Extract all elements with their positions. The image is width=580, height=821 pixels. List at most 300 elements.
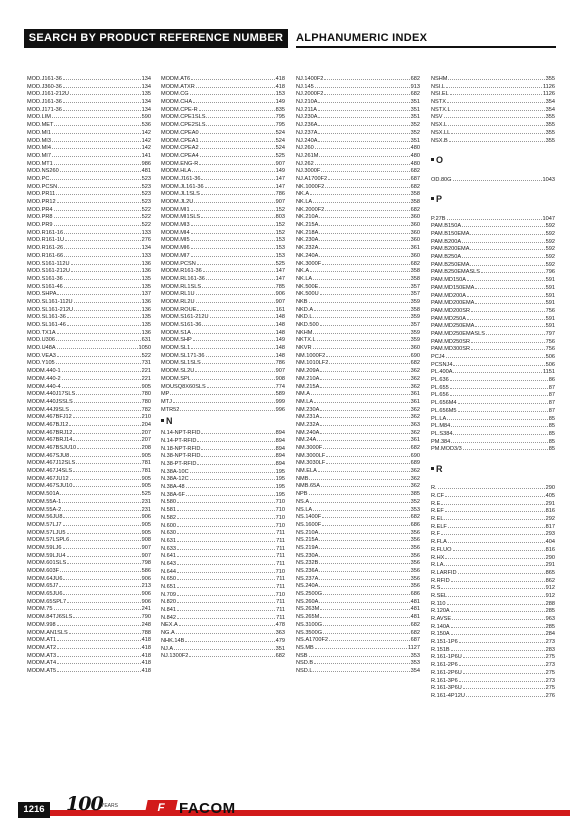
dot-leader: [206, 351, 275, 357]
dot-leader: [201, 212, 274, 218]
index-title: ALPHANUMERIC INDEX: [296, 29, 556, 48]
dot-leader: [452, 105, 545, 111]
product-reference: MODM.CPEA0: [161, 129, 199, 136]
page-reference: 591: [545, 300, 555, 307]
dot-leader: [64, 282, 141, 288]
index-entry: [431, 260, 555, 268]
page-reference: 358: [410, 199, 420, 205]
index-entry: [27, 312, 151, 320]
page-reference: 711: [276, 576, 285, 583]
product-reference: R.LARFID: [431, 569, 457, 576]
product-reference: MODM.MI1SLS: [161, 214, 201, 221]
page-reference: 631: [141, 337, 151, 344]
product-reference: R.F: [431, 531, 441, 538]
dot-leader: [174, 644, 275, 650]
index-entry: [431, 614, 555, 622]
product-reference: R.RFID: [431, 577, 450, 584]
product-reference: NK.218A: [296, 229, 319, 236]
index-entry: [296, 481, 420, 489]
product-reference: MP: [161, 391, 170, 398]
index-entry: [161, 620, 285, 628]
product-reference: R.161-3P6U: [431, 685, 462, 692]
product-reference: N.38A-10C: [161, 468, 189, 475]
dot-leader: [74, 297, 141, 303]
product-reference: NM.209A: [296, 368, 320, 375]
dot-leader: [58, 182, 141, 188]
dot-leader: [57, 643, 141, 649]
dot-leader: [313, 505, 409, 511]
index-entry: [27, 551, 151, 559]
product-reference: MOD.PC: [27, 175, 50, 182]
dot-leader: [201, 451, 274, 457]
product-reference: NJ.210A: [296, 99, 318, 106]
index-entry: [431, 298, 555, 306]
dot-leader: [77, 443, 141, 449]
page-reference: 362: [410, 383, 420, 390]
product-reference: MODM.JL161-36: [161, 183, 204, 190]
square-bullet-icon: [431, 467, 434, 470]
product-reference: PL.636: [431, 377, 449, 384]
dot-leader: [186, 490, 275, 496]
page-reference: 352: [410, 122, 420, 129]
page-reference: 148: [275, 329, 285, 336]
page-reference: 133: [141, 229, 151, 236]
index-entry: [27, 512, 151, 520]
page-reference: 142: [141, 137, 151, 144]
dot-leader: [329, 358, 409, 364]
index-entry: [431, 221, 555, 229]
index-entry: [431, 329, 555, 337]
index-entry: [296, 366, 420, 374]
product-reference: NK.LA: [296, 199, 313, 205]
page-reference: 356: [410, 537, 420, 544]
page-reference: 352: [410, 498, 420, 505]
dot-leader: [197, 259, 275, 265]
product-reference: PAM.MD300SR: [431, 346, 471, 353]
index-entry: [161, 166, 285, 174]
page-reference: 785: [275, 283, 285, 290]
product-reference: NSD.L: [296, 667, 313, 674]
dot-leader: [467, 314, 545, 320]
index-entry: [431, 360, 555, 368]
index-entry: [431, 683, 555, 691]
product-reference: MODM.JL2U: [161, 199, 194, 205]
product-reference: N.842: [161, 614, 176, 621]
dot-leader: [205, 182, 275, 188]
index-entry: [161, 189, 285, 197]
product-reference: MODM.59LJ6: [27, 544, 62, 551]
product-reference: NKD.A: [296, 306, 314, 313]
page-reference: 87: [548, 407, 555, 414]
page-reference: 591: [545, 292, 555, 299]
index-entry: [161, 644, 285, 652]
dot-leader: [71, 266, 141, 272]
index-entry: [27, 266, 151, 274]
dot-leader: [324, 89, 409, 95]
index-entry: [431, 645, 555, 653]
dot-leader: [309, 297, 410, 303]
dot-leader: [323, 589, 410, 595]
page-reference: 147: [275, 268, 285, 275]
page-reference: 907: [275, 298, 285, 305]
product-reference: PL.400A: [431, 369, 453, 376]
product-reference: MODM.AT2: [27, 644, 57, 651]
product-reference: NS.219A: [296, 544, 319, 551]
product-reference: MOD.PR12: [27, 199, 56, 205]
product-reference: MODM.55A-2: [27, 506, 62, 513]
product-reference: MODM.AN1SLS: [27, 629, 68, 636]
index-entry: [161, 159, 285, 167]
index-entry: [161, 397, 285, 405]
product-reference: MODM.440-4: [27, 383, 61, 390]
product-reference: PL.M84: [431, 423, 451, 430]
page-reference: 1047: [542, 215, 555, 222]
index-entry: [296, 166, 420, 174]
page-reference: 906: [141, 575, 151, 582]
dot-leader: [200, 128, 275, 134]
product-reference: MODM.HLA: [161, 168, 192, 175]
page-reference: 208: [141, 445, 151, 451]
page-reference: 135: [141, 283, 151, 290]
index-entry: [161, 551, 285, 559]
page-reference: 865: [545, 569, 555, 576]
index-entry: [27, 97, 151, 105]
page-reference: 592: [545, 254, 555, 261]
page-reference: 136: [141, 306, 151, 313]
product-reference: MODM.SPL: [161, 375, 191, 382]
page-reference: 905: [141, 452, 151, 459]
product-reference: NSX.B: [431, 137, 448, 144]
dot-leader: [325, 182, 409, 188]
product-reference: NS.260A: [296, 598, 319, 605]
page-reference: 351: [410, 99, 420, 106]
square-bullet-icon: [161, 419, 164, 422]
dot-leader: [64, 228, 141, 234]
page-reference: 522: [141, 214, 151, 221]
index-entry: [431, 214, 555, 222]
dot-leader: [191, 205, 275, 211]
page-reference: 137: [141, 291, 151, 298]
dot-leader: [321, 166, 409, 172]
index-entry: [27, 343, 151, 351]
dot-leader: [67, 312, 141, 318]
page-reference: 147: [275, 175, 285, 182]
product-reference: NM.LA: [296, 398, 314, 405]
page-reference: 276: [545, 692, 555, 699]
product-reference: NS.2500G: [296, 591, 323, 598]
page-reference: 1126: [542, 91, 555, 98]
index-entry: [161, 636, 285, 644]
page-reference: 506: [545, 354, 555, 360]
index-entry: [431, 175, 555, 183]
page-reference: 786: [275, 360, 285, 367]
product-reference: NHK.14B: [161, 637, 185, 644]
page-reference: 418: [141, 660, 151, 667]
index-entry: [27, 205, 151, 213]
page-reference: 710: [275, 507, 285, 514]
product-reference: MODM.ROUE: [161, 306, 197, 313]
dot-leader: [76, 458, 140, 464]
page-reference: 905: [141, 529, 151, 536]
index-entry: [296, 174, 420, 182]
page-reference: 711: [276, 553, 285, 560]
page-reference: 291: [545, 562, 555, 569]
index-entry: [27, 466, 151, 474]
dot-leader: [452, 614, 545, 620]
product-reference: NM.3030LF: [296, 460, 326, 467]
dot-leader: [73, 428, 140, 434]
dot-leader: [201, 444, 274, 450]
product-reference: MODM.440JSSLS: [27, 398, 73, 405]
product-reference: PAM.B150A: [431, 223, 462, 230]
product-reference: MODM.440-1: [27, 368, 61, 375]
dot-leader: [63, 520, 141, 526]
page-reference: 290: [545, 554, 555, 561]
page-reference: 835: [275, 106, 285, 113]
page-reference: 774: [275, 383, 285, 390]
dot-leader: [448, 537, 545, 543]
index-column-1: [27, 74, 151, 674]
index-entry: [27, 458, 151, 466]
product-reference: NM.24A: [296, 437, 317, 444]
product-reference: NMB.65A: [296, 483, 320, 490]
dot-leader: [453, 367, 542, 373]
dot-leader: [444, 112, 545, 118]
page-reference: 355: [545, 76, 555, 82]
page-reference: 152: [275, 222, 285, 229]
index-entry: [27, 628, 151, 636]
page-reference: 682: [410, 183, 420, 190]
product-reference: MODM.84TJ6SLS: [27, 614, 73, 621]
product-reference: MODM.MI6: [161, 245, 190, 252]
product-reference: MOD.SL161-46: [27, 322, 66, 328]
dot-leader: [320, 612, 409, 618]
dot-leader: [63, 105, 141, 111]
page-reference: 292: [545, 516, 555, 523]
index-entry: [296, 466, 420, 474]
index-entry: [161, 228, 285, 236]
page-reference: 134: [141, 83, 151, 90]
index-entry: [161, 105, 285, 113]
page-reference: 360: [410, 214, 420, 221]
index-entry: [296, 420, 420, 428]
dot-leader: [319, 558, 409, 564]
index-entry: [27, 612, 151, 620]
page-reference: 682: [410, 629, 420, 636]
index-entry: [27, 89, 151, 97]
page-reference: 85: [548, 430, 555, 437]
page-reference: 781: [141, 460, 151, 467]
dot-leader: [319, 151, 409, 157]
dot-leader: [328, 174, 410, 180]
dot-leader: [451, 606, 545, 612]
product-reference: NM.210A: [296, 375, 320, 382]
dot-leader: [462, 221, 545, 227]
dot-leader: [441, 499, 544, 505]
dot-leader: [329, 635, 410, 641]
page-reference: 361: [410, 245, 420, 252]
product-reference: N.582: [161, 514, 176, 521]
dot-leader: [57, 666, 141, 672]
dot-leader: [444, 560, 544, 566]
product-reference: PM.384: [431, 438, 451, 445]
dot-leader: [52, 128, 141, 134]
index-entry: [161, 74, 285, 82]
page-reference: 87: [548, 392, 555, 399]
index-entry: [161, 97, 285, 105]
page-reference: 136: [141, 298, 151, 305]
index-entry: [431, 522, 555, 530]
dot-leader: [206, 274, 275, 280]
dot-leader: [319, 581, 409, 587]
dot-leader: [470, 244, 544, 250]
page-reference: 481: [410, 606, 420, 613]
index-entry: [27, 382, 151, 390]
index-entry: [27, 566, 151, 574]
page-reference: 687: [410, 637, 420, 644]
product-reference: MOD.MET: [27, 122, 54, 129]
dot-leader: [186, 482, 275, 488]
product-reference: MODM.SL1SLS: [161, 360, 201, 367]
product-reference: MODM.57LJ7: [27, 521, 62, 528]
page-reference: 385: [410, 491, 420, 498]
page-reference: 148: [275, 314, 285, 321]
product-reference: NJ.3000F: [296, 168, 321, 175]
product-reference: NS.1400F: [296, 514, 322, 521]
dot-leader: [201, 428, 274, 434]
page-reference: 506: [545, 361, 555, 368]
product-reference: R.161-2P6U: [431, 669, 462, 676]
product-reference: MODM.CPE-R: [161, 106, 198, 113]
index-entry: [161, 358, 285, 366]
page-reference: 907: [141, 544, 151, 551]
dot-leader: [60, 166, 141, 172]
index-entry: [431, 444, 555, 452]
index-entry: [27, 543, 151, 551]
dot-leader: [177, 597, 275, 603]
dot-leader: [319, 535, 409, 541]
product-reference: MODM.R161-36: [161, 268, 202, 275]
page-reference: 963: [545, 616, 555, 622]
product-reference: NSB: [296, 652, 308, 659]
dot-leader: [318, 466, 410, 472]
page-reference: 351: [410, 137, 420, 144]
page-reference: 85: [548, 446, 555, 453]
product-reference: MODM.CPE1SLS: [161, 114, 206, 121]
page-reference: 894: [275, 453, 285, 460]
page-reference: 524: [275, 145, 285, 152]
page-reference: 355: [545, 137, 555, 144]
index-entry: [27, 358, 151, 366]
product-reference: PAM.MD250EMASLS: [431, 330, 485, 337]
index-entry: [431, 136, 555, 144]
index-entry: [27, 389, 151, 397]
index-entry: [27, 574, 151, 582]
product-reference: MTR52: [161, 406, 180, 413]
index-entry: [296, 289, 420, 297]
dot-leader: [191, 220, 275, 226]
dot-leader: [441, 583, 544, 589]
product-reference: MODM.S161-36: [161, 322, 202, 328]
page-reference: 86: [548, 377, 555, 384]
index-entry: [296, 297, 420, 305]
page-reference: 362: [410, 406, 420, 413]
dot-leader: [325, 205, 409, 211]
dot-leader: [54, 220, 141, 226]
product-reference: NM.3000F: [296, 445, 323, 451]
product-reference: MODM.MI5: [161, 237, 190, 244]
page-reference: 710: [275, 514, 285, 521]
product-reference: MODM.AT3: [27, 652, 57, 659]
page-reference: 359: [410, 337, 420, 344]
product-reference: NS.MB: [296, 644, 314, 651]
page-reference: 195: [275, 468, 285, 475]
index-entry: [296, 343, 420, 351]
index-entry: [431, 406, 555, 414]
index-entry: [161, 389, 285, 397]
index-entry: [296, 105, 420, 113]
dot-leader: [177, 551, 275, 557]
product-reference: NM.3000LF: [296, 452, 326, 459]
product-reference: NK.A: [296, 268, 310, 275]
index-entry: [431, 237, 555, 245]
page-reference: 689: [410, 460, 420, 467]
product-reference: MODM.CHA: [161, 99, 193, 106]
product-reference: R.FLA: [431, 539, 447, 546]
dot-leader: [67, 558, 140, 564]
index-entry: [161, 251, 285, 259]
dot-leader: [189, 651, 274, 657]
page-reference: 589: [275, 391, 285, 398]
index-entry: [296, 535, 420, 543]
index-entry: [27, 166, 151, 174]
dot-leader: [57, 635, 141, 641]
product-reference: MODM.467BRJ14: [27, 437, 73, 444]
index-entry: [161, 243, 285, 251]
dot-leader: [70, 474, 141, 480]
product-reference: NJ.260: [296, 145, 314, 152]
page-reference: 591: [545, 284, 555, 291]
page-reference: 85: [548, 415, 555, 422]
index-entry: [27, 182, 151, 190]
page-reference: 522: [141, 206, 151, 213]
product-reference: MODM.44J9SLS: [27, 406, 69, 413]
page-reference: 153: [275, 91, 285, 98]
dot-leader: [62, 505, 140, 511]
product-reference: MOD.LIM: [27, 114, 51, 121]
product-reference: MODM.603F: [27, 568, 60, 574]
spacer: [431, 143, 555, 151]
anniversary-logo: 100: [66, 793, 103, 815]
product-reference: P.27B: [431, 215, 446, 222]
index-entry: [27, 235, 151, 243]
page-reference: 153: [275, 252, 285, 259]
page-reference: 591: [545, 315, 555, 322]
index-entry: [161, 574, 285, 582]
index-entry: [27, 451, 151, 459]
page-reference: 210: [141, 414, 151, 421]
page-reference: 592: [545, 246, 555, 253]
product-reference: MODM.AT6: [161, 76, 191, 82]
product-reference: MODM.65J7: [27, 583, 59, 590]
index-entry: [161, 605, 285, 613]
product-reference: MODM.AT1: [27, 637, 57, 644]
dot-leader: [446, 352, 545, 358]
page-reference: 290: [545, 485, 555, 492]
index-entry: [27, 136, 151, 144]
index-entry: [161, 582, 285, 590]
page-reference: 135: [141, 275, 151, 282]
